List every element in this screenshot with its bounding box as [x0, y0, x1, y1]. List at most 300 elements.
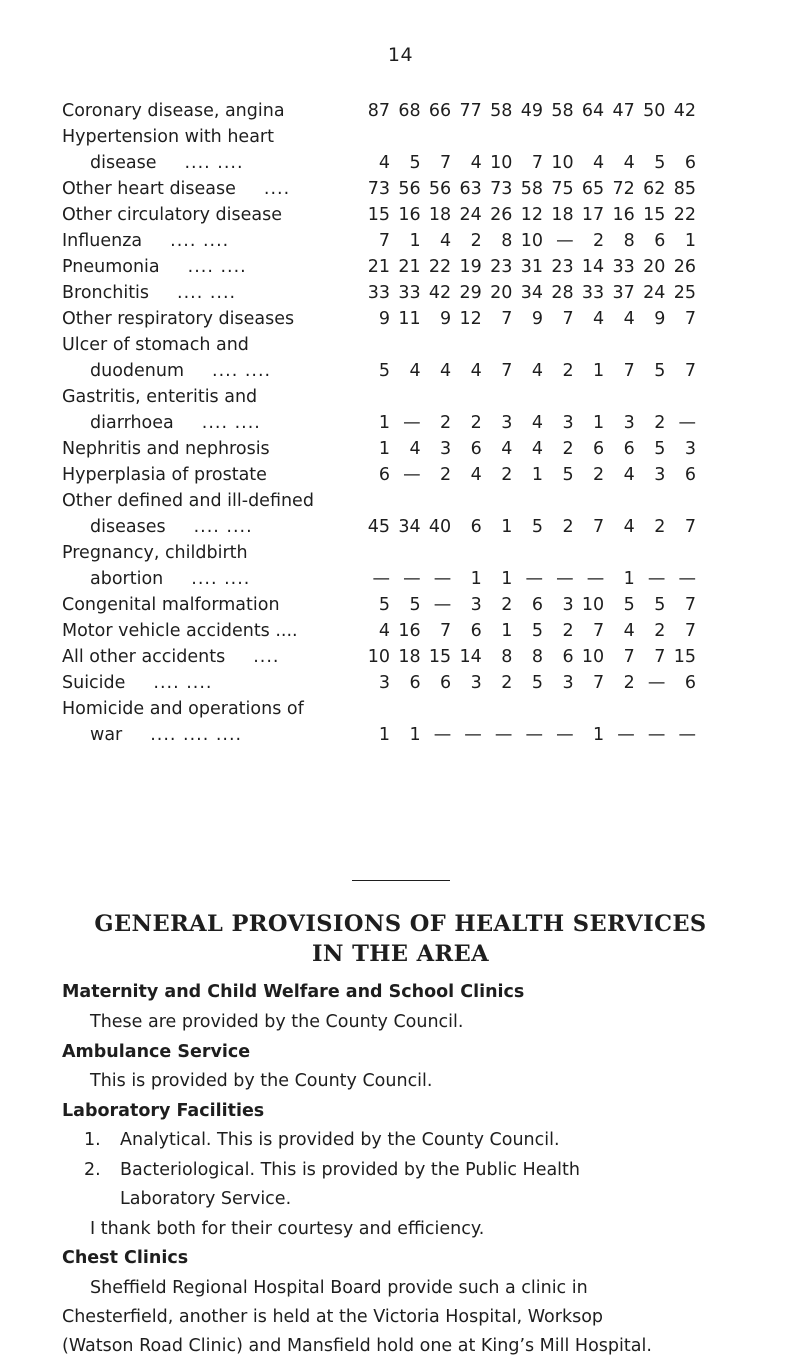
table-row — [62, 696, 752, 722]
table-cell: 1 — [409, 725, 421, 745]
table-cell: 3 — [623, 413, 635, 433]
row-label — [62, 618, 298, 644]
table-row — [62, 644, 752, 670]
row-label-text: disease — [90, 153, 157, 173]
table-cell: 2 — [562, 621, 574, 641]
table-cell: 5 — [654, 595, 666, 615]
table-row — [62, 618, 752, 644]
table-row — [62, 670, 752, 696]
row-label — [62, 254, 247, 280]
table-cell: 4 — [623, 621, 635, 641]
leader-dots: .... — [263, 179, 291, 199]
table-cell: 24 — [459, 205, 482, 225]
maternity-subheading: Maternity and Child Welfare and School Clinics — [62, 982, 525, 1002]
table-cell: — — [372, 569, 390, 589]
row-label-text: Other defined and ill-defined — [62, 491, 314, 511]
row-label-text: Gastritis, enteritis and — [62, 387, 258, 407]
leader-dots: .... .... — [187, 257, 247, 277]
table-cell: 10 — [551, 153, 574, 173]
row-label — [62, 98, 285, 124]
section-heading: GENERAL PROVISIONS OF HEALTH SERVICES — [94, 911, 707, 937]
table-cell: 68 — [398, 101, 421, 121]
table-cell: 33 — [581, 283, 605, 303]
table-cell: 2 — [470, 413, 482, 433]
table-cell: 45 — [367, 517, 390, 537]
table-cell: 2 — [501, 595, 513, 615]
table-cell: 31 — [520, 257, 543, 277]
table-cell: 72 — [612, 179, 635, 199]
table-cell: 26 — [673, 257, 696, 277]
table-cell: 25 — [673, 283, 696, 303]
row-label — [90, 514, 253, 540]
table-cell: 7 — [593, 621, 605, 641]
table-cell: 87 — [367, 101, 390, 121]
row-label-text: Congenital malformation — [62, 595, 280, 615]
row-label-text: Other respiratory diseases — [62, 309, 295, 329]
lab-item-2-text: Bacteriological. This is provided by the Public Health — [120, 1160, 580, 1180]
table-cell: 10 — [490, 153, 513, 173]
leader-dots: .... — [253, 647, 280, 667]
thanks-paragraph: I thank both for their courtesy and efficiency. — [90, 1219, 485, 1239]
leader-dots: .... .... — [212, 361, 272, 381]
table-cell: 9 — [378, 309, 390, 329]
table-cell: 5 — [409, 153, 421, 173]
table-cell: 2 — [562, 439, 574, 459]
maternity-paragraph: These are provided by the County Council. — [90, 1012, 464, 1032]
table-cell: 75 — [551, 179, 574, 199]
table-cell: 7 — [562, 309, 574, 329]
table-cell: 3 — [562, 673, 574, 693]
chest-subheading: Chest Clinics — [62, 1248, 189, 1268]
table-cell: 16 — [398, 621, 421, 641]
table-cell: 4 — [440, 361, 452, 381]
table-cell: 8 — [501, 647, 513, 667]
table-row — [62, 722, 752, 748]
table-cell: 1 — [378, 413, 390, 433]
table-cell: — — [403, 569, 421, 589]
table-cell: 9 — [654, 309, 666, 329]
row-label — [62, 306, 294, 332]
table-row — [62, 436, 752, 462]
table-cell: 4 — [593, 153, 605, 173]
table-cell: 66 — [428, 101, 452, 121]
table-cell: 3 — [684, 439, 696, 459]
table-row — [62, 410, 752, 436]
table-cell: 7 — [440, 621, 452, 641]
table-cell: 23 — [551, 257, 574, 277]
table-cell: 5 — [654, 153, 666, 173]
table-cell: 73 — [367, 179, 390, 199]
table-cell: 22 — [428, 257, 452, 277]
mortality-table — [62, 98, 752, 748]
table-cell: 3 — [378, 673, 390, 693]
table-cell: — — [647, 673, 666, 693]
row-label-text: duodenum — [90, 361, 185, 381]
table-cell: 2 — [440, 413, 452, 433]
table-cell: 77 — [459, 101, 482, 121]
table-cell: 6 — [654, 231, 666, 251]
table-cell: 17 — [581, 205, 605, 225]
table-cell: 4 — [378, 621, 390, 641]
table-cell: 4 — [440, 231, 452, 251]
row-label — [62, 592, 280, 618]
leader-dots: .... .... — [153, 673, 213, 693]
row-label-text: war — [90, 725, 123, 745]
table-row — [62, 592, 752, 618]
row-label-text: abortion — [90, 569, 164, 589]
table-cell: 4 — [409, 439, 421, 459]
table-cell: 1 — [470, 569, 482, 589]
table-row — [62, 202, 752, 228]
table-cell: 5 — [623, 595, 635, 615]
table-cell: 3 — [470, 673, 482, 693]
table-cell: 4 — [531, 413, 543, 433]
table-cell: — — [433, 595, 452, 615]
table-cell: 73 — [490, 179, 513, 199]
table-cell: 4 — [623, 465, 635, 485]
table-row — [62, 254, 752, 280]
lab-item-2-text-cont: Laboratory Service. — [120, 1189, 292, 1209]
table-cell: 58 — [490, 101, 513, 121]
table-cell: 7 — [501, 309, 513, 329]
table-cell: 2 — [501, 673, 513, 693]
table-cell: 40 — [428, 517, 452, 537]
table-row — [62, 566, 752, 592]
row-label — [62, 696, 304, 722]
table-cell: 5 — [654, 361, 666, 381]
table-cell: 7 — [684, 309, 696, 329]
row-label-text: Hyperplasia of prostate — [62, 465, 267, 485]
table-cell: 28 — [551, 283, 574, 303]
row-label-text: Ulcer of stomach and — [62, 335, 249, 355]
table-cell: 4 — [470, 361, 482, 381]
table-cell: 7 — [684, 595, 696, 615]
table-cell: 6 — [470, 621, 482, 641]
table-cell: 5 — [378, 595, 390, 615]
table-cell: 6 — [409, 673, 421, 693]
table-cell: 5 — [378, 361, 390, 381]
table-cell: 14 — [581, 257, 605, 277]
table-cell: 2 — [562, 517, 574, 537]
table-cell: 1 — [501, 621, 513, 641]
table-row — [62, 358, 752, 384]
table-cell: 3 — [562, 413, 574, 433]
table-row — [62, 98, 752, 124]
table-cell: 50 — [643, 101, 666, 121]
section-heading-line2: IN THE AREA — [311, 941, 490, 967]
table-cell: 26 — [490, 205, 513, 225]
table-cell: 9 — [531, 309, 543, 329]
table-row — [62, 514, 752, 540]
table-cell: 33 — [367, 283, 390, 303]
leader-dots: .... .... .... — [150, 725, 243, 745]
table-cell: 3 — [501, 413, 513, 433]
row-label — [62, 488, 314, 514]
table-cell: — — [433, 569, 452, 589]
table-cell: 5 — [531, 673, 543, 693]
table-row — [62, 280, 752, 306]
table-cell: 5 — [531, 621, 543, 641]
table-cell: 3 — [654, 465, 666, 485]
table-cell: 2 — [562, 361, 574, 381]
row-label — [62, 202, 282, 228]
table-cell: 4 — [531, 439, 543, 459]
table-cell: 6 — [470, 439, 482, 459]
laboratory-subheading: Laboratory Facilities — [62, 1101, 265, 1121]
row-label — [62, 176, 290, 202]
table-row — [62, 462, 752, 488]
table-cell: 7 — [623, 361, 635, 381]
table-cell: — — [556, 231, 574, 251]
table-cell: 85 — [673, 179, 696, 199]
row-label-text: Homicide and operations of — [62, 699, 304, 719]
row-label — [62, 670, 213, 696]
table-row — [62, 488, 752, 514]
table-cell: 34 — [398, 517, 421, 537]
row-label — [62, 462, 267, 488]
table-cell: 6 — [684, 153, 696, 173]
table-cell: 8 — [531, 647, 543, 667]
row-label-text: All other accidents — [62, 647, 226, 667]
table-cell: 7 — [623, 647, 635, 667]
table-cell: 2 — [440, 465, 452, 485]
table-cell: 6 — [378, 465, 390, 485]
lab-item-2-number: 2. — [84, 1160, 101, 1180]
table-cell: 8 — [623, 231, 635, 251]
table-cell: 1 — [409, 231, 421, 251]
table-cell: 4 — [470, 465, 482, 485]
table-cell: 6 — [562, 647, 574, 667]
table-cell: 56 — [428, 179, 452, 199]
table-cell: 14 — [459, 647, 482, 667]
table-cell: 6 — [684, 673, 696, 693]
leader-dots: .... .... — [193, 517, 253, 537]
chest-paragraph-line3: (Watson Road Clinic) and Mansfield hold one at King’s Mill Hospital. — [62, 1336, 652, 1356]
table-cell: 7 — [593, 517, 605, 537]
table-cell: 23 — [490, 257, 513, 277]
table-cell: 4 — [623, 309, 635, 329]
table-cell: — — [647, 725, 666, 745]
chest-paragraph-line2: Chesterfield, another is held at the Victoria Hospital, Worksop — [62, 1307, 604, 1327]
row-label — [62, 436, 270, 462]
table-cell: 5 — [409, 595, 421, 615]
leader-dots: .... .... — [191, 569, 251, 589]
table-cell: 10 — [581, 595, 605, 615]
table-cell: 3 — [470, 595, 482, 615]
table-cell: 1 — [684, 231, 696, 251]
row-label — [90, 566, 250, 592]
row-label — [62, 384, 257, 410]
ambulance-paragraph: This is provided by the County Council. — [90, 1071, 433, 1091]
row-label-text: Other circulatory disease — [62, 205, 282, 225]
table-cell: 7 — [501, 361, 513, 381]
table-cell: — — [403, 413, 421, 433]
table-cell: 1 — [501, 569, 513, 589]
table-cell: 11 — [398, 309, 421, 329]
table-cell: 7 — [378, 231, 390, 251]
table-cell: 24 — [643, 283, 666, 303]
table-cell: 7 — [531, 153, 543, 173]
row-label-text: Coronary disease, angina — [62, 101, 285, 121]
table-cell: 1 — [623, 569, 635, 589]
divider-rule — [352, 880, 450, 881]
row-label — [62, 644, 279, 670]
row-label — [62, 540, 248, 566]
table-cell: 1 — [531, 465, 543, 485]
table-cell: 18 — [398, 647, 421, 667]
leader-dots: .... .... — [184, 153, 244, 173]
table-cell: 10 — [581, 647, 605, 667]
table-cell: 18 — [551, 205, 574, 225]
row-label-text: Bronchitis — [62, 283, 150, 303]
table-cell: — — [678, 725, 696, 745]
ambulance-subheading: Ambulance Service — [62, 1042, 251, 1062]
table-cell: 4 — [623, 153, 635, 173]
table-cell: 8 — [501, 231, 513, 251]
table-cell: 12 — [520, 205, 543, 225]
row-label-text: Hypertension with heart — [62, 127, 274, 147]
row-label — [62, 124, 274, 150]
table-row — [62, 228, 752, 254]
table-row — [62, 150, 752, 176]
table-cell: — — [494, 725, 513, 745]
table-cell: 6 — [440, 673, 452, 693]
table-cell: 1 — [378, 439, 390, 459]
table-cell: 65 — [581, 179, 605, 199]
table-cell: 7 — [654, 647, 666, 667]
page-number: 14 — [387, 44, 414, 66]
table-cell: 15 — [428, 647, 452, 667]
table-cell: — — [678, 413, 696, 433]
table-cell: 62 — [643, 179, 666, 199]
table-cell: 63 — [459, 179, 482, 199]
table-cell: 47 — [612, 101, 635, 121]
table-cell: 20 — [490, 283, 513, 303]
table-cell: 4 — [501, 439, 513, 459]
table-cell: 4 — [531, 361, 543, 381]
row-label-text: Pneumonia — [62, 257, 160, 277]
table-cell: 7 — [684, 517, 696, 537]
table-cell: 33 — [612, 257, 635, 277]
table-cell: — — [647, 569, 666, 589]
row-label — [62, 280, 236, 306]
table-row — [62, 332, 752, 358]
table-cell: 2 — [654, 413, 666, 433]
lab-item-1-text: Analytical. This is provided by the County Council. — [120, 1130, 560, 1150]
row-label — [62, 332, 249, 358]
table-cell: 2 — [623, 673, 635, 693]
table-cell: 4 — [409, 361, 421, 381]
table-cell: 2 — [654, 621, 666, 641]
row-label-text: diseases — [90, 517, 166, 537]
row-label-text: Motor vehicle accidents .... — [62, 621, 298, 641]
table-cell: — — [525, 725, 543, 745]
table-cell: 29 — [459, 283, 482, 303]
table-cell: 4 — [593, 309, 605, 329]
table-cell: 37 — [612, 283, 635, 303]
table-cell: 10 — [367, 647, 390, 667]
leader-dots: .... .... — [170, 231, 230, 251]
table-cell: 2 — [654, 517, 666, 537]
chest-paragraph-line1: Sheffield Regional Hospital Board provide such a clinic in — [90, 1278, 588, 1298]
table-cell: — — [678, 569, 696, 589]
table-cell: 21 — [398, 257, 421, 277]
table-cell: 1 — [593, 725, 605, 745]
table-cell: 1 — [593, 413, 605, 433]
table-cell: 42 — [428, 283, 452, 303]
table-row — [62, 540, 752, 566]
table-cell: — — [433, 725, 452, 745]
row-label — [62, 228, 229, 254]
table-cell: 42 — [673, 101, 696, 121]
row-label — [90, 358, 271, 384]
table-row — [62, 176, 752, 202]
table-cell: — — [617, 725, 635, 745]
table-cell: 5 — [654, 439, 666, 459]
table-cell: 6 — [531, 595, 543, 615]
table-cell: — — [556, 725, 574, 745]
table-cell: — — [464, 725, 482, 745]
table-cell: 16 — [398, 205, 421, 225]
table-cell: 7 — [593, 673, 605, 693]
table-cell: 1 — [593, 361, 605, 381]
table-cell: 6 — [593, 439, 605, 459]
table-cell: 21 — [367, 257, 390, 277]
table-cell: 6 — [623, 439, 635, 459]
table-cell: 49 — [520, 101, 543, 121]
row-label-text: Nephritis and nephrosis — [62, 439, 270, 459]
table-cell: 18 — [428, 205, 452, 225]
table-cell: — — [403, 465, 421, 485]
table-cell: 15 — [673, 647, 696, 667]
table-cell: 22 — [673, 205, 696, 225]
row-label — [90, 722, 242, 748]
table-cell: — — [556, 569, 574, 589]
table-cell: 2 — [593, 465, 605, 485]
table-cell: 56 — [398, 179, 421, 199]
table-cell: 64 — [581, 101, 605, 121]
table-cell: 3 — [440, 439, 452, 459]
leader-dots: .... .... — [177, 283, 237, 303]
table-cell: 5 — [562, 465, 574, 485]
table-cell: 1 — [501, 517, 513, 537]
table-row — [62, 384, 752, 410]
table-cell: 4 — [378, 153, 390, 173]
table-cell: 7 — [684, 621, 696, 641]
table-cell: 9 — [440, 309, 452, 329]
table-row — [62, 306, 752, 332]
table-cell: 34 — [520, 283, 543, 303]
row-label-text: Pregnancy, childbirth — [62, 543, 248, 563]
table-cell: 7 — [684, 361, 696, 381]
table-cell: 15 — [643, 205, 666, 225]
table-cell: 33 — [398, 283, 421, 303]
table-cell: 12 — [459, 309, 482, 329]
table-cell: 15 — [367, 205, 390, 225]
row-label-text: Influenza — [62, 231, 143, 251]
table-cell: 2 — [501, 465, 513, 485]
table-cell: 7 — [440, 153, 452, 173]
table-row — [62, 124, 752, 150]
table-cell: 3 — [562, 595, 574, 615]
row-label-text: Suicide — [62, 673, 126, 693]
table-cell: 19 — [459, 257, 482, 277]
lab-item-1-number: 1. — [84, 1130, 101, 1150]
table-cell: 4 — [470, 153, 482, 173]
row-label-text: diarrhoea — [90, 413, 174, 433]
table-cell: 16 — [612, 205, 635, 225]
table-cell: — — [525, 569, 543, 589]
